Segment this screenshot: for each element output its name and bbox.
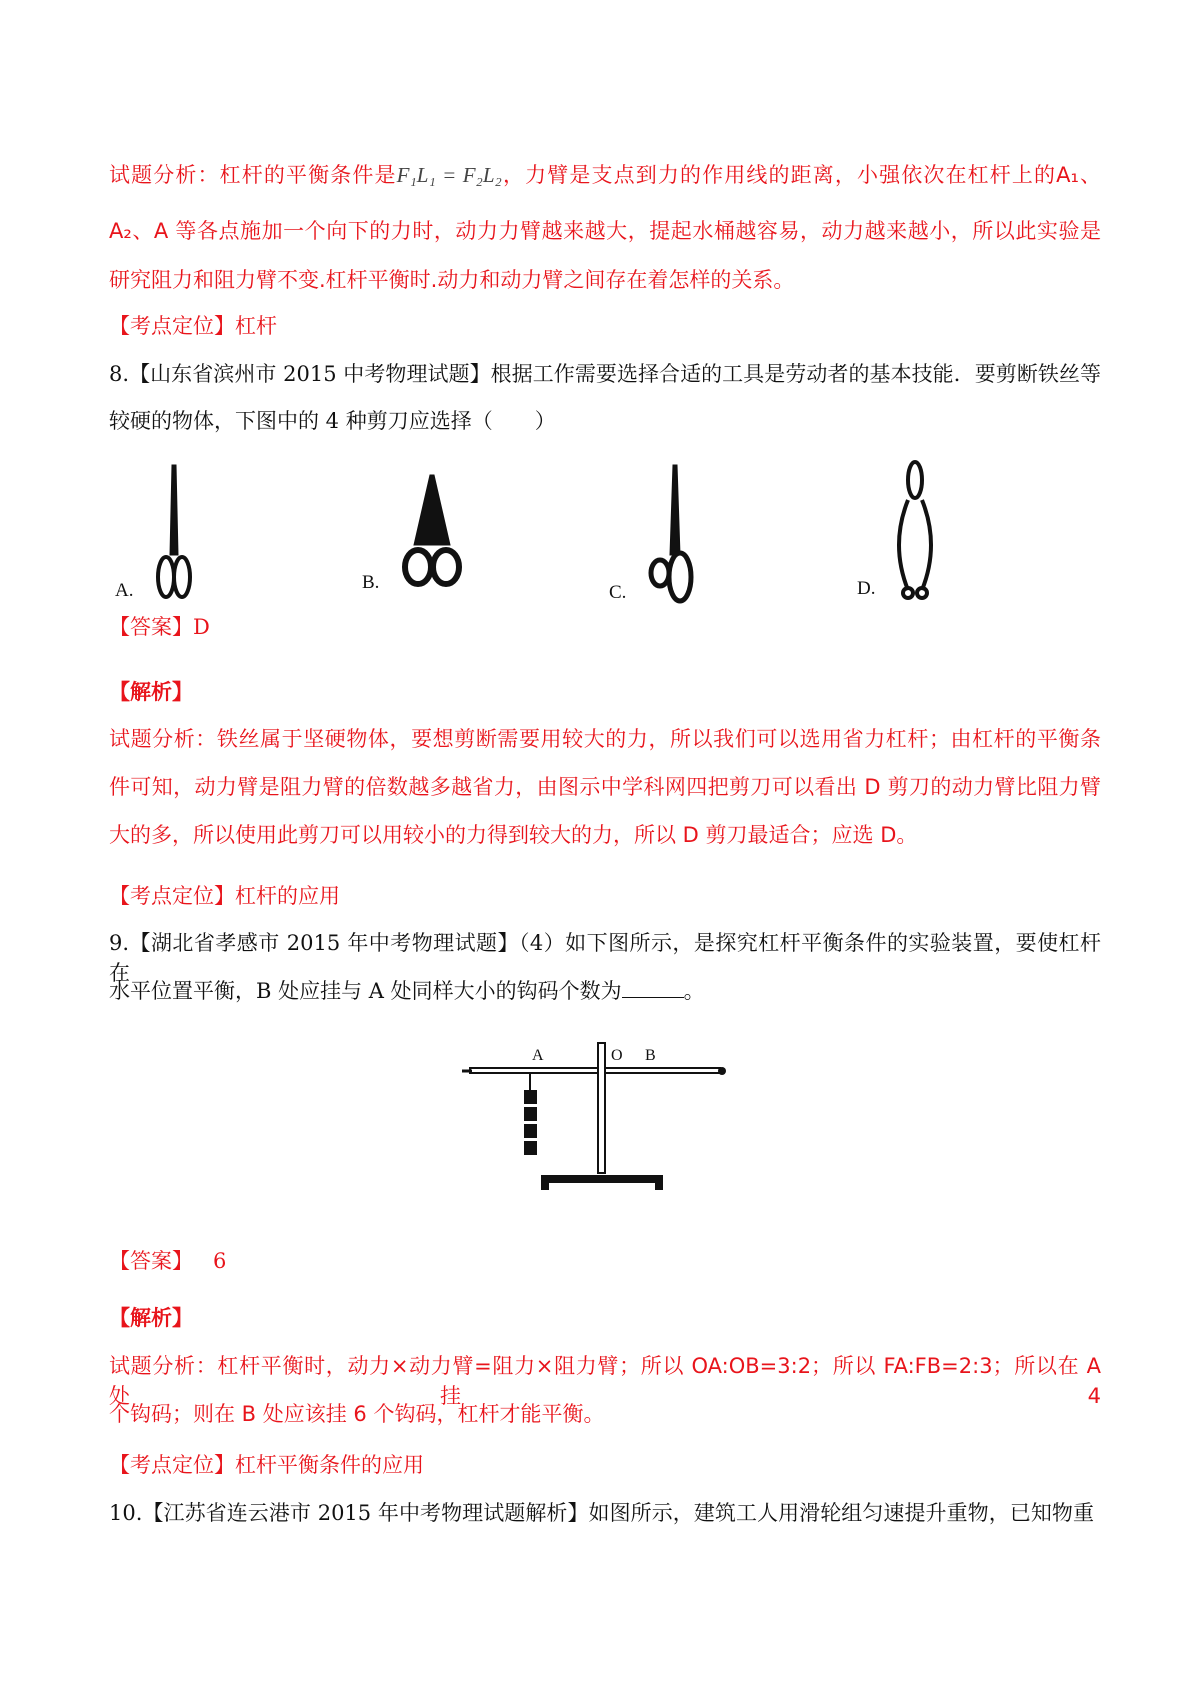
option-d-label: D. xyxy=(857,578,876,599)
scissors-b-icon xyxy=(405,475,459,584)
q8-answer xyxy=(109,612,210,642)
point-a-label: A xyxy=(532,1047,544,1064)
kaodian-value: 杠杆平衡条件的应用 xyxy=(235,1453,424,1477)
q9-answer xyxy=(109,1246,226,1276)
q8-question-line-1: 8.【山东省滨州市 2015 中考物理试题】根据工作需要选择合适的工具是劳动者的基本技能．要剪断铁丝等 xyxy=(109,362,1101,386)
q7-kaodian xyxy=(109,311,277,341)
q7-analysis-line-2: A₂、A 等各点施加一个向下的力时，动力力臂越来越大，提起水桶越容易，动力越来越小，所以此实验是 xyxy=(109,219,1101,243)
question-text: 水平位置平衡，B 处应挂与 A 处同样大小的钩码个数为 xyxy=(109,979,622,1003)
q9-jiexi-label: 【解析】 xyxy=(109,1305,193,1330)
option-c-label: C. xyxy=(609,582,627,603)
answer-label: 【答案】 xyxy=(109,1249,193,1273)
kaodian-label: 【考点定位】 xyxy=(109,314,235,338)
scissors-c-icon xyxy=(651,465,691,601)
lever-apparatus-figure xyxy=(460,1035,740,1205)
q8-jiexi-label: 【解析】 xyxy=(109,679,193,704)
q9-question-line-1: 9.【湖北省孝感市 2015 年中考物理试题】（4）如下图所示，是探究杠杆平衡条件的实验装置，要使杠杆在 xyxy=(109,931,1101,985)
kaodian-value: 杠杆的应用 xyxy=(235,884,340,908)
question-end: 。 xyxy=(683,979,705,1003)
q9-kaodian xyxy=(109,1450,424,1480)
q8-question-line-2: 较硬的物体，下图中的 4 种剪刀应选择（ ） xyxy=(109,409,556,433)
q9-analysis-line-1: 试题分析：杠杆平衡时，动力×动力臂=阻力×阻力臂；所以 OA:OB=3:2；所以 FA:FB=2:3；所以在 A 处挂 4 xyxy=(109,1354,1101,1408)
q9-question-line-2 xyxy=(109,976,705,1006)
q10-question-line-1: 10.【江苏省连云港市 2015 年中考物理试题解析】如图所示，建筑工人用滑轮组匀速提升重物，已知物重 xyxy=(109,1501,1094,1525)
option-b-label: B. xyxy=(362,572,380,593)
q8-analysis-line-2: 件可知，动力臂是阻力臂的倍数越多越省力，由图示中学科网四把剪刀可以看出 D 剪刀的动力臂比阻力臂 xyxy=(109,775,1101,799)
kaodian-label: 【考点定位】 xyxy=(109,884,235,908)
kaodian-label: 【考点定位】 xyxy=(109,1453,235,1477)
hook-weights-icon xyxy=(524,1090,537,1155)
answer-blank xyxy=(622,977,684,998)
answer-label: 【答案】 xyxy=(109,615,193,639)
q8-kaodian xyxy=(109,881,340,911)
q8-analysis-line-1: 试题分析：铁丝属于坚硬物体，要想剪断需要用较大的力，所以我们可以选用省力杠杆；由杠杆的平衡条 xyxy=(109,727,1101,751)
q8-analysis-line-3: 大的多，所以使用此剪刀可以用较小的力得到较大的力，所以 D 剪刀最适合；应选 D。 xyxy=(109,823,918,847)
answer-value: D xyxy=(193,615,210,639)
scissors-a-icon xyxy=(158,465,190,597)
point-b-label: B xyxy=(645,1047,656,1064)
lever-bar xyxy=(470,1068,720,1073)
kaodian-value: 杠杆 xyxy=(235,314,277,338)
analysis-rest: ，力臂是支点到力的作用线的距离，小强依次在杠杆上的A₁、 xyxy=(501,163,1102,187)
stand-base xyxy=(541,1175,663,1183)
scissors-d-icon xyxy=(899,462,931,598)
analysis-prefix: 试题分析：杠杆的平衡条件是 xyxy=(109,163,397,187)
q7-analysis-line-3: 研究阻力和阻力臂不变.杠杆平衡时.动力和动力臂之间存在着怎样的关系。 xyxy=(109,268,795,292)
answer-value: 6 xyxy=(213,1249,227,1273)
q7-analysis-line-1 xyxy=(109,160,1101,190)
point-o-label: O xyxy=(611,1047,623,1064)
formula: F₁L₁ = F₂L₂ xyxy=(396,163,502,187)
option-a-label: A. xyxy=(115,580,134,601)
stand-post xyxy=(598,1043,605,1173)
q9-analysis-line-2: 个钩码；则在 B 处应该挂 6 个钩码，杠杆才能平衡。 xyxy=(109,1402,605,1426)
